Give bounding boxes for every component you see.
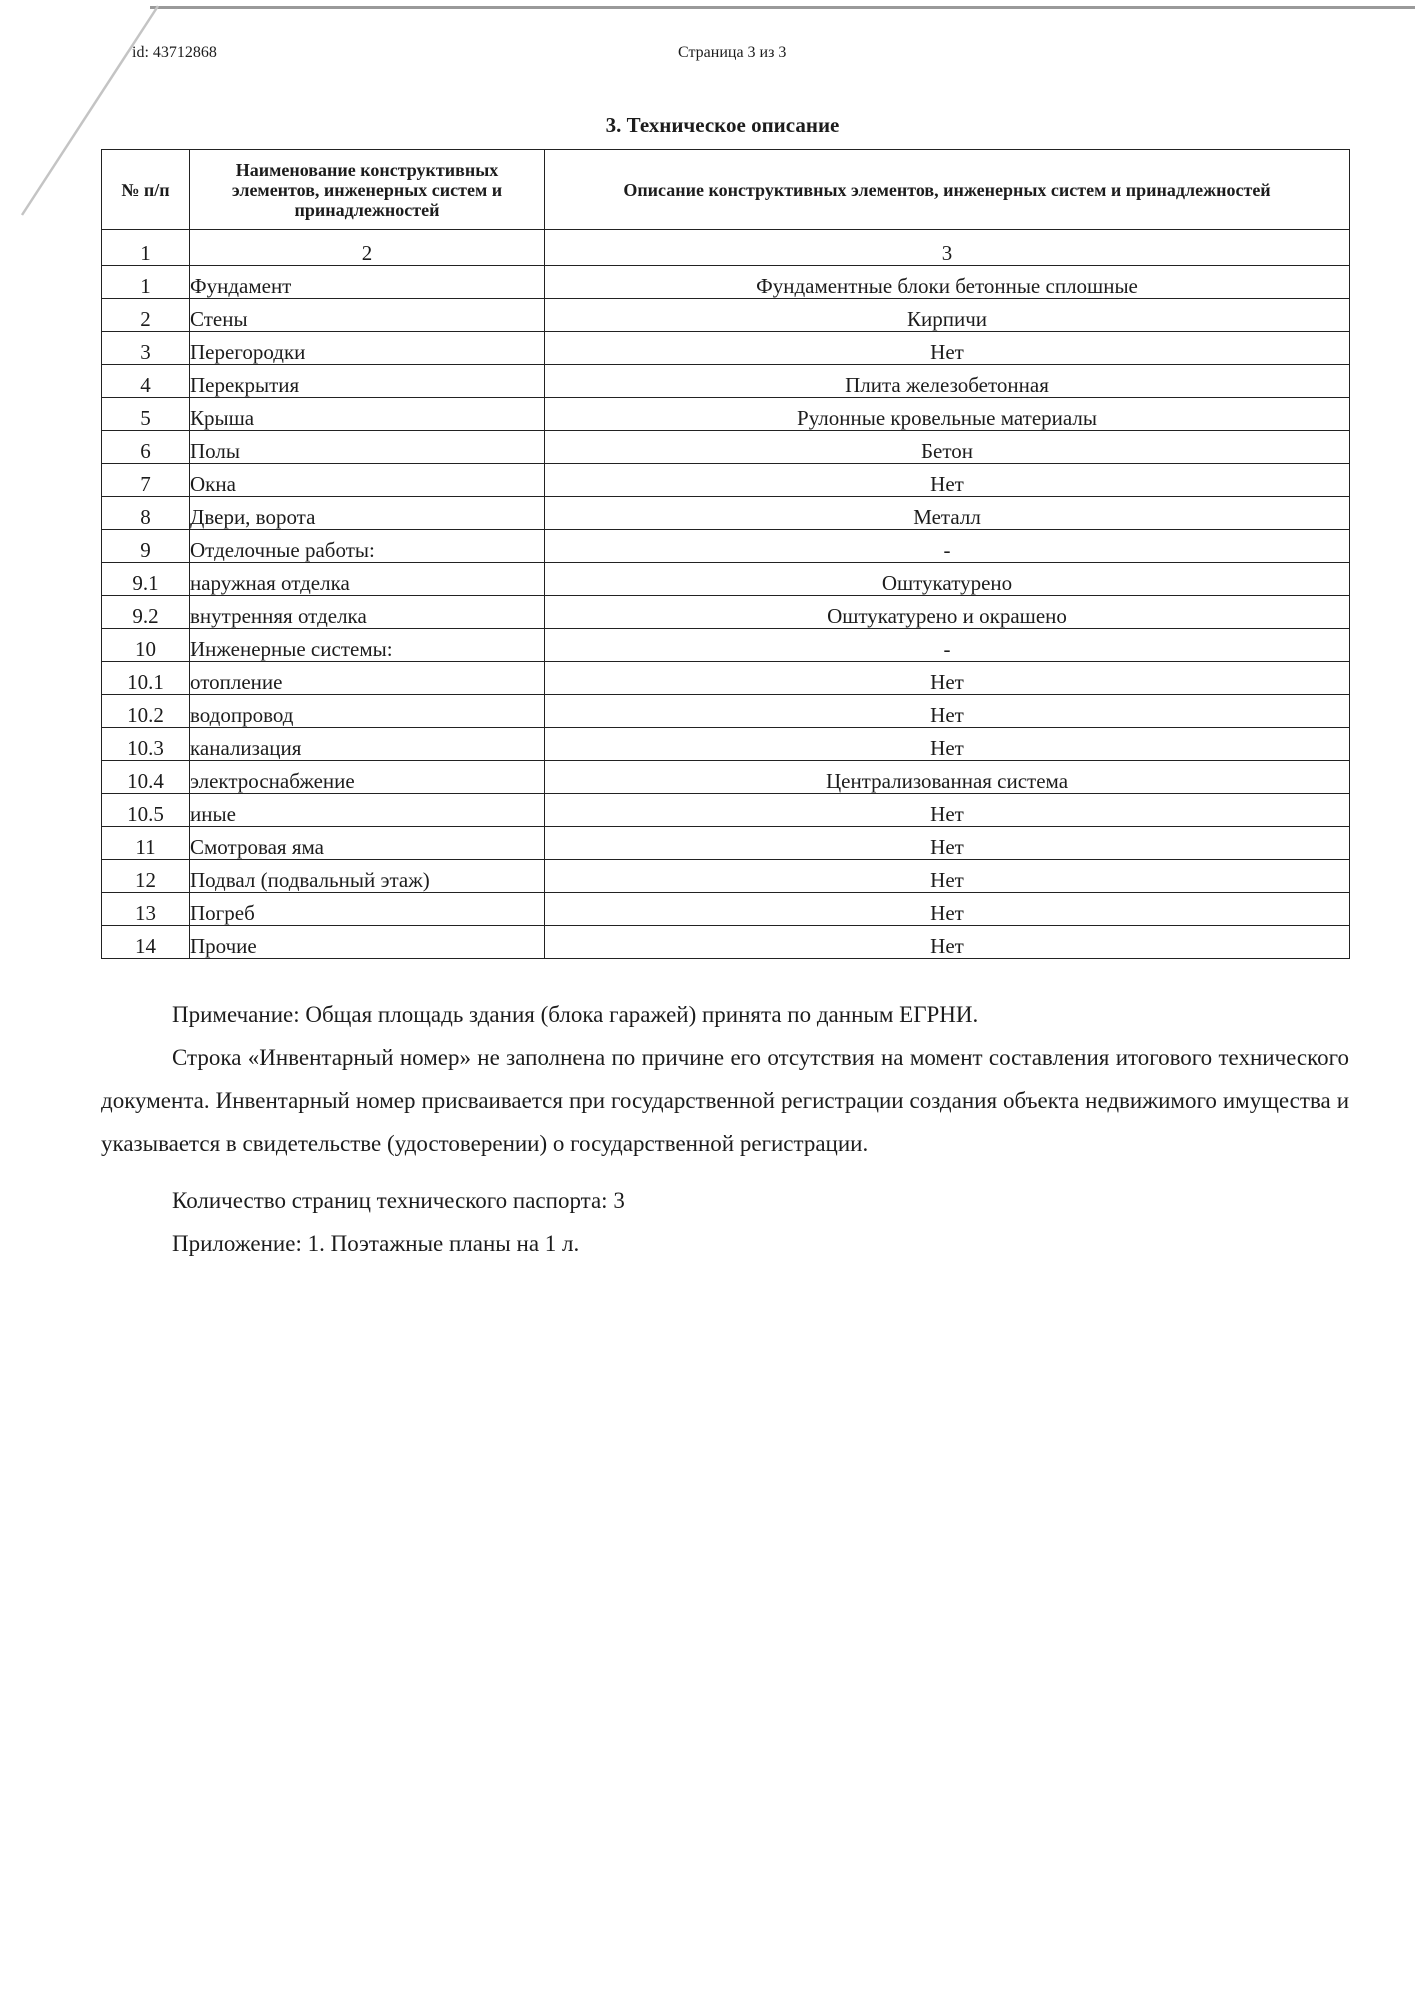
element-name: Окна: [190, 464, 545, 497]
element-name: Прочие: [190, 926, 545, 959]
row-number: 7: [102, 464, 190, 497]
row-number: 1: [102, 266, 190, 299]
element-description: Нет: [545, 860, 1350, 893]
row-number: 9.2: [102, 596, 190, 629]
table-row: [102, 332, 1350, 365]
page-count-paragraph: Количество страниц технического паспорта: 3: [172, 1188, 625, 1213]
element-name: канализация: [190, 728, 545, 761]
element-name: Фундамент: [190, 266, 545, 299]
column-number-row: [102, 230, 1350, 266]
element-name: Смотровая яма: [190, 827, 545, 860]
technical-description-table: [101, 149, 1350, 959]
inventory-paragraph: Строка «Инвентарный номер» не заполнена по причине его отсутствия на момент составления итогового технического документа. Инвентарный номер присваивается при государственной регистрации создания объекта недвижимого имущества и указывается в свидетельстве (удостоверении) о государственной регистрации.: [101, 1045, 1349, 1156]
table-row: [102, 530, 1350, 563]
element-name: внутренняя отделка: [190, 596, 545, 629]
column-number: 3: [545, 230, 1350, 266]
table-row: [102, 629, 1350, 662]
row-number: 13: [102, 893, 190, 926]
row-number: 10.2: [102, 695, 190, 728]
page-number: Страница 3 из 3: [678, 44, 787, 61]
element-description: Нет: [545, 827, 1350, 860]
element-name: Стены: [190, 299, 545, 332]
element-description: -: [545, 530, 1350, 563]
column-number: 1: [102, 230, 190, 266]
element-name: Двери, ворота: [190, 497, 545, 530]
element-name: иные: [190, 794, 545, 827]
element-description: Металл: [545, 497, 1350, 530]
element-name: электроснабжение: [190, 761, 545, 794]
element-name: Крыша: [190, 398, 545, 431]
table-row: [102, 860, 1350, 893]
row-number: 6: [102, 431, 190, 464]
header-number: № п/п: [102, 150, 190, 230]
row-number: 3: [102, 332, 190, 365]
row-number: 11: [102, 827, 190, 860]
table-row: [102, 827, 1350, 860]
element-description: Нет: [545, 728, 1350, 761]
table-row: [102, 794, 1350, 827]
element-description: Оштукатурено: [545, 563, 1350, 596]
element-name: Погреб: [190, 893, 545, 926]
table-row: [102, 398, 1350, 431]
appendix-paragraph: Приложение: 1. Поэтажные планы на 1 л.: [172, 1231, 580, 1256]
element-description: Нет: [545, 926, 1350, 959]
row-number: 10.1: [102, 662, 190, 695]
element-description: Нет: [545, 794, 1350, 827]
section-title: 3. Техническое описание: [605, 113, 840, 137]
table-row: [102, 761, 1350, 794]
element-description: -: [545, 629, 1350, 662]
table-row: [102, 497, 1350, 530]
element-name: Отделочные работы:: [190, 530, 545, 563]
note-paragraph: Примечание: Общая площадь здания (блока гаражей) принята по данным ЕГРНИ.: [172, 1002, 979, 1027]
table-row: [102, 893, 1350, 926]
table-row: [102, 596, 1350, 629]
row-number: 10: [102, 629, 190, 662]
table-header-row: [102, 150, 1350, 230]
header-element-description: Описание конструктивных элементов, инженерных систем и принадлежностей: [545, 150, 1350, 230]
row-number: 2: [102, 299, 190, 332]
notes-section: [101, 993, 1349, 1265]
row-number: 10.5: [102, 794, 190, 827]
element-name: Перекрытия: [190, 365, 545, 398]
table-row: [102, 365, 1350, 398]
row-number: 9.1: [102, 563, 190, 596]
row-number: 14: [102, 926, 190, 959]
element-description: Оштукатурено и окрашено: [545, 596, 1350, 629]
table-row: [102, 464, 1350, 497]
element-description: Фундаментные блоки бетонные сплошные: [545, 266, 1350, 299]
row-number: 4: [102, 365, 190, 398]
element-description: Нет: [545, 464, 1350, 497]
table-row: [102, 728, 1350, 761]
header-element-name: Наименование конструктивных элементов, инженерных систем и принадлежностей: [190, 150, 545, 230]
table-row: [102, 926, 1350, 959]
element-description: Централизованная система: [545, 761, 1350, 794]
scan-edge-top: [150, 6, 1415, 9]
element-name: наружная отделка: [190, 563, 545, 596]
element-name: Перегородки: [190, 332, 545, 365]
table-row: [102, 431, 1350, 464]
element-description: Нет: [545, 662, 1350, 695]
element-name: Инженерные системы:: [190, 629, 545, 662]
element-name: Полы: [190, 431, 545, 464]
row-number: 10.4: [102, 761, 190, 794]
document-id: id: 43712868: [132, 44, 217, 61]
element-description: Плита железобетонная: [545, 365, 1350, 398]
element-description: Нет: [545, 695, 1350, 728]
table-row: [102, 299, 1350, 332]
element-description: Кирпичи: [545, 299, 1350, 332]
element-name: Подвал (подвальный этаж): [190, 860, 545, 893]
row-number: 5: [102, 398, 190, 431]
element-description: Бетон: [545, 431, 1350, 464]
table-row: [102, 695, 1350, 728]
element-description: Нет: [545, 893, 1350, 926]
page-header: [132, 44, 1322, 64]
table-row: [102, 563, 1350, 596]
row-number: 12: [102, 860, 190, 893]
row-number: 10.3: [102, 728, 190, 761]
element-name: отопление: [190, 662, 545, 695]
column-number: 2: [190, 230, 545, 266]
table-row: [102, 266, 1350, 299]
element-description: Рулонные кровельные материалы: [545, 398, 1350, 431]
row-number: 9: [102, 530, 190, 563]
row-number: 8: [102, 497, 190, 530]
element-name: водопровод: [190, 695, 545, 728]
table-row: [102, 662, 1350, 695]
element-description: Нет: [545, 332, 1350, 365]
